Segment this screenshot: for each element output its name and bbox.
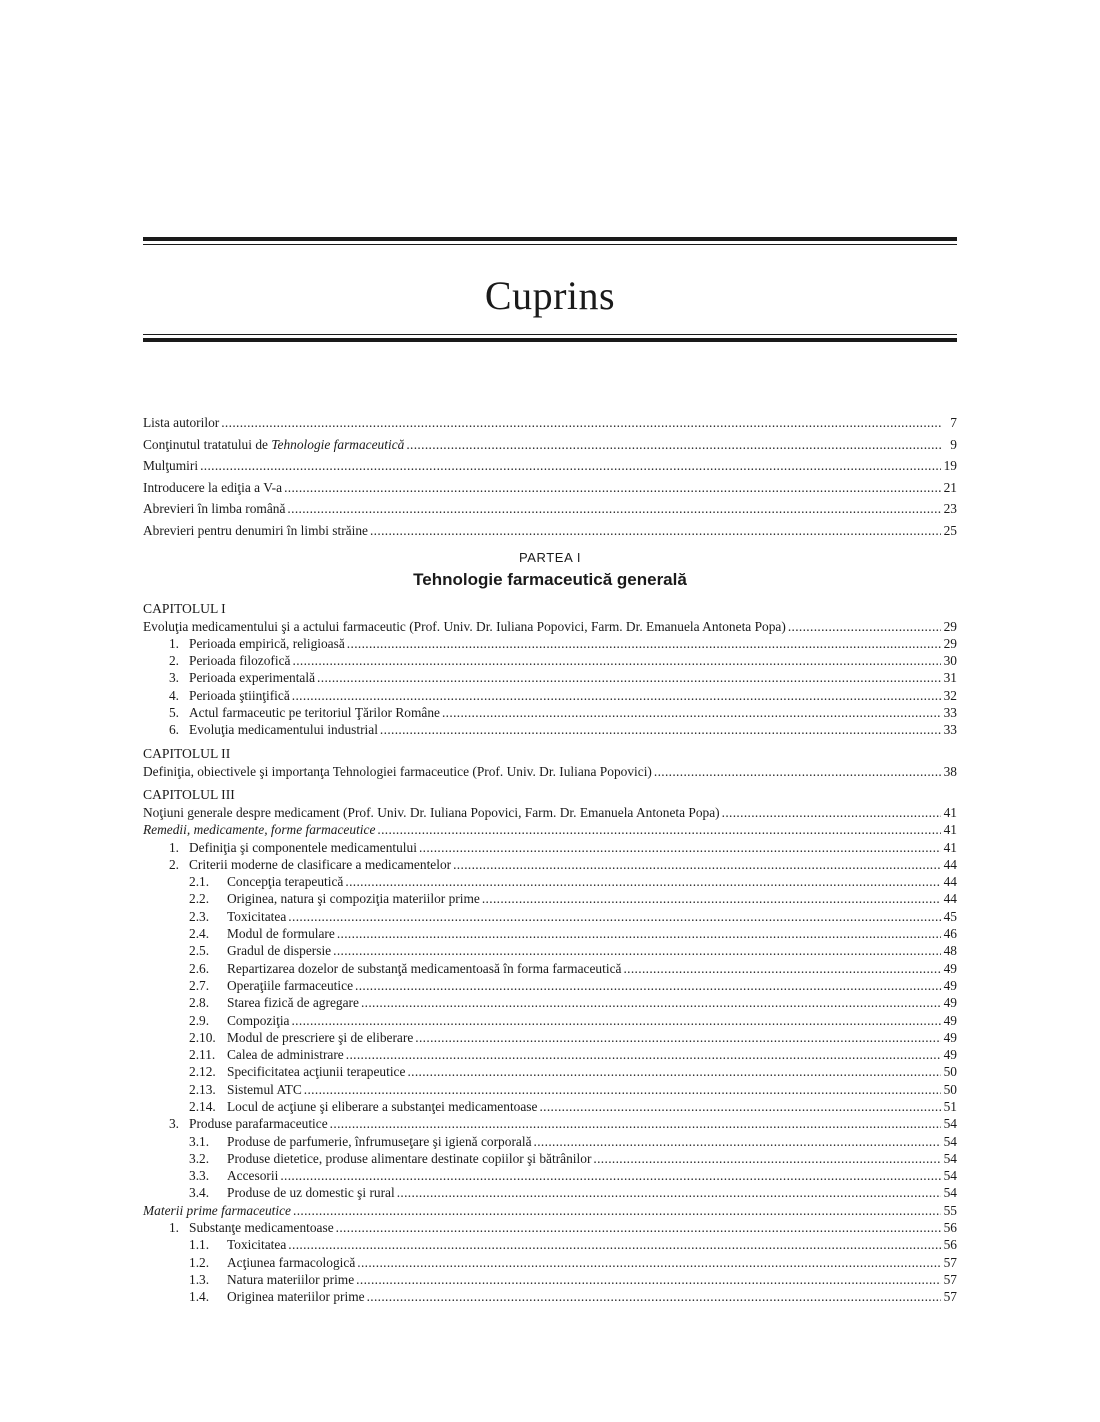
dot-leader: [593, 1150, 941, 1167]
toc-entry: [143, 856, 957, 873]
toc-entry: [143, 1012, 957, 1029]
toc-entry: [143, 839, 957, 856]
dot-leader: [357, 1254, 941, 1271]
toc-entry-label: Abrevieri pentru denumiri în limbi străine: [143, 522, 368, 538]
dot-leader: [345, 873, 941, 890]
chapter-label: CAPITOLUL I: [143, 600, 226, 616]
toc-entry-page: 56: [943, 1220, 957, 1236]
toc-entry-label: Produse parafarmaceutice: [189, 1116, 328, 1132]
dot-leader: [534, 1133, 941, 1150]
toc-entry-label: Perioada ştiinţifică: [189, 687, 290, 703]
toc-entry: [143, 925, 957, 942]
chapter-label: CAPITOLUL III: [143, 786, 235, 802]
toc-entry: [143, 1184, 957, 1201]
entry-number: 2.14.: [189, 1098, 216, 1114]
dot-leader: [284, 477, 941, 499]
dot-leader: [654, 763, 941, 780]
toc-entry-page: 21: [943, 479, 957, 495]
toc-entry-page: 54: [943, 1185, 957, 1201]
dot-leader: [347, 635, 941, 652]
toc-entry-label: Originea, natura şi compoziţia materiilor prime: [227, 891, 480, 907]
toc-entry-page: 41: [943, 839, 957, 855]
page-title: Cuprins: [484, 273, 616, 318]
toc-entry-page: 54: [943, 1150, 957, 1166]
toc-entry-page: 54: [943, 1133, 957, 1149]
toc-entry: [143, 1046, 957, 1063]
toc-entry: [143, 1236, 957, 1253]
dot-leader: [293, 652, 942, 669]
dot-leader: [280, 1167, 941, 1184]
toc-entry: [143, 1115, 957, 1132]
toc-entry-label: Perioada experimentală: [189, 670, 316, 686]
toc-entry-page: 50: [943, 1064, 957, 1080]
toc-entry-page: 32: [943, 687, 957, 703]
section-title: Remedii, medicamente, forme farmaceutice: [143, 822, 376, 838]
toc-entry: [143, 977, 957, 994]
toc-entry: [143, 477, 957, 499]
entry-number: 1.4.: [189, 1289, 210, 1305]
toc-entry-page: 49: [943, 1029, 957, 1045]
toc-entry-page: 33: [943, 722, 957, 738]
dot-leader: [361, 994, 941, 1011]
entry-number: 5.: [168, 705, 179, 721]
dot-leader: [346, 1046, 941, 1063]
toc-entry-page: 25: [943, 522, 957, 538]
section-title: Materii prime farmaceutice: [143, 1202, 292, 1218]
dot-leader: [200, 455, 941, 477]
toc-entry: [143, 1029, 957, 1046]
toc-entry-page: 49: [943, 977, 957, 993]
entry-number: 2.3.: [189, 908, 210, 924]
dot-leader: [482, 890, 941, 907]
toc-entry-label: Definiţia şi componentele medicamentului: [189, 839, 417, 855]
toc-entry-page: 30: [943, 653, 957, 669]
entry-number: 2.1.: [189, 874, 210, 890]
dot-leader: [291, 1012, 941, 1029]
dot-leader: [370, 520, 941, 542]
entry-number: 3.: [168, 670, 179, 686]
toc-entry: [143, 1167, 957, 1184]
toc-entry-page: 7: [950, 415, 957, 430]
dot-leader: [221, 412, 941, 434]
toc-entry: [143, 455, 957, 477]
entry-number: 1.1.: [189, 1237, 210, 1253]
dot-leader: [419, 839, 941, 856]
dot-leader: [415, 1029, 941, 1046]
toc-entry-label: Produse dietetice, produse alimentare destinate copiilor şi bătrânilor: [227, 1150, 592, 1166]
toc-entry: [143, 1288, 957, 1305]
toc-entry: [143, 652, 957, 669]
entry-number: 2.5.: [189, 943, 210, 959]
toc-entry-page: 46: [943, 926, 957, 942]
toc-entry: [143, 1271, 957, 1288]
chapter-label: CAPITOLUL II: [143, 745, 231, 761]
dot-leader: [288, 908, 941, 925]
toc-entry-label: Modul de prescriere şi de eliberare: [227, 1029, 414, 1045]
toc-entry-page: 57: [943, 1289, 957, 1305]
chapter-title-entry: [143, 763, 957, 780]
toc-entry: [143, 873, 957, 890]
dot-leader: [407, 1063, 941, 1080]
table-of-contents: [143, 412, 957, 1306]
toc-entry-page: 51: [943, 1098, 957, 1114]
toc-entry-label: Natura materiilor prime: [227, 1271, 355, 1287]
entry-number: 1.: [168, 635, 179, 651]
entry-number: 2.13.: [189, 1081, 216, 1097]
toc-entry-page: 49: [943, 995, 957, 1011]
toc-entry: [143, 960, 957, 977]
toc-entry-label: Gradul de dispersie: [227, 943, 332, 959]
bottom-double-rule: [143, 334, 957, 342]
entry-number: 2.6.: [189, 960, 210, 976]
toc-entry: [143, 498, 957, 520]
toc-entry-page: 50: [943, 1081, 957, 1097]
entry-number: 2.4.: [189, 926, 210, 942]
toc-entry: [143, 1219, 957, 1236]
dot-leader: [377, 821, 941, 838]
dot-leader: [330, 1115, 941, 1132]
toc-entry-label: Perioada empirică, religioasă: [189, 635, 345, 651]
entry-number: 4.: [168, 687, 179, 703]
toc-entry-page: 45: [943, 908, 957, 924]
toc-entry-page: 41: [943, 822, 957, 838]
toc-entry-page: 49: [943, 1012, 957, 1028]
toc-entry-label: Locul de acţiune şi eliberare a substanţei medicamentoase: [227, 1098, 538, 1114]
toc-entry-page: 44: [943, 874, 957, 890]
toc-entry-label: Sistemul ATC: [227, 1081, 302, 1097]
toc-entry-page: 44: [943, 891, 957, 907]
toc-entry-label: Specificitatea acţiunii terapeutice: [227, 1064, 406, 1080]
toc-entry: [143, 1133, 957, 1150]
entry-number: 2.2.: [189, 891, 210, 907]
entry-number: 3.3.: [189, 1168, 210, 1184]
dot-leader: [355, 977, 941, 994]
toc-entry-page: 29: [943, 635, 957, 651]
dot-leader: [539, 1098, 941, 1115]
toc-entry-page: 54: [943, 1116, 957, 1132]
dot-leader: [380, 721, 941, 738]
toc-entry-label: Introducere la ediţia a V-a: [143, 479, 283, 495]
dot-leader: [293, 1202, 941, 1219]
entry-number: 1.3.: [189, 1271, 210, 1287]
entry-number: 2.: [168, 653, 179, 669]
dot-leader: [333, 942, 941, 959]
toc-entry-label: Mulţumiri: [143, 458, 199, 474]
toc-entry: [143, 721, 957, 738]
toc-entry-label: Conţinutul tratatului de Tehnologie farmaceutică: [143, 436, 405, 452]
chapter-title: Noţiuni generale despre medicament (Prof. Univ. Dr. Iuliana Popovici, Farm. Dr. Emanuela Antoneta Popa): [143, 804, 720, 820]
toc-entry-label: Toxicitatea: [227, 1237, 287, 1253]
toc-entry-page: 57: [943, 1254, 957, 1270]
chapter-title: Evoluţia medicamentului şi a actului farmaceutic (Prof. Univ. Dr. Iuliana Popovici, Farm. Dr. Emanuela Antoneta Popa): [143, 618, 786, 634]
toc-entry-label: Originea materiilor prime: [227, 1289, 365, 1305]
toc-entry-label: Abrevieri în limba română: [143, 501, 286, 517]
dot-leader: [287, 498, 941, 520]
toc-entry-page: 29: [943, 618, 957, 634]
part-label: PARTEA I: [518, 549, 582, 565]
toc-entry-label: Starea fizică de agregare: [227, 995, 359, 1011]
toc-entry: [143, 1150, 957, 1167]
entry-number: 1.: [168, 839, 179, 855]
toc-entry-label: Evoluţia medicamentului industrial: [189, 722, 378, 738]
dot-leader: [356, 1271, 941, 1288]
toc-entry-page: 55: [943, 1202, 957, 1218]
toc-entry-label: Compoziţia: [227, 1012, 290, 1028]
entry-number: 1.: [168, 1220, 179, 1236]
entry-number: 2.7.: [189, 977, 210, 993]
toc-entry: [143, 635, 957, 652]
entry-number: 2.11.: [189, 1047, 216, 1063]
toc-entry: [143, 412, 957, 434]
toc-entry: [143, 434, 957, 456]
toc-entry-label: Perioada filozofică: [189, 653, 291, 669]
dot-leader: [336, 1219, 941, 1236]
dot-leader: [453, 856, 941, 873]
toc-entry: [143, 687, 957, 704]
toc-entry-label: Substanţe medicamentoase: [189, 1220, 334, 1236]
top-double-rule: [143, 237, 957, 245]
toc-entry-page: 19: [943, 458, 957, 474]
entry-number: 2.9.: [189, 1012, 210, 1028]
entry-number: 3.1.: [189, 1133, 210, 1149]
entry-number: 2.12.: [189, 1064, 216, 1080]
toc-entry-page: 48: [943, 943, 957, 959]
toc-entry-label: Concepţia terapeutică: [227, 874, 344, 890]
toc-entry: [143, 1098, 957, 1115]
toc-entry-label: Criterii moderne de clasificare a medicamentelor: [189, 856, 452, 872]
toc-entry-page: 49: [943, 960, 957, 976]
toc-entry-page: 49: [943, 1047, 957, 1063]
toc-entry-label: Acţiunea farmacologică: [227, 1254, 356, 1270]
part-title: Tehnologie farmaceutică generală: [413, 569, 687, 589]
toc-entry-page: 57: [943, 1271, 957, 1287]
toc-entry: [143, 942, 957, 959]
toc-entry: [143, 669, 957, 686]
dot-leader: [406, 434, 941, 456]
toc-entry-page: 31: [943, 670, 957, 686]
section-entry: [143, 821, 957, 838]
toc-entry-page: 23: [943, 501, 957, 517]
entry-number: 2.: [168, 856, 179, 872]
toc-entry-page: 33: [943, 705, 957, 721]
dot-leader: [367, 1288, 941, 1305]
toc-entry-label: Calea de administrare: [227, 1047, 344, 1063]
entry-number: 3.: [168, 1116, 179, 1132]
entry-number: 3.2.: [189, 1150, 210, 1166]
toc-entry-label: Repartizarea dozelor de substanţă medicamentoasă în forma farmaceutică: [227, 960, 622, 976]
toc-entry: [143, 890, 957, 907]
toc-entry-page: 38: [943, 763, 957, 779]
dot-leader: [722, 804, 941, 821]
section-entry: [143, 1202, 957, 1219]
toc-entry-page: 56: [943, 1237, 957, 1253]
toc-entry: [143, 704, 957, 721]
toc-entry: [143, 908, 957, 925]
entry-number: 2.10.: [189, 1029, 216, 1045]
toc-entry-label: Produse de parfumerie, înfrumuseţare şi igienă corporală: [227, 1133, 532, 1149]
toc-entry-label: Produse de uz domestic şi rural: [227, 1185, 395, 1201]
dot-leader: [304, 1081, 941, 1098]
dot-leader: [788, 618, 941, 635]
toc-entry-label: Actul farmaceutic pe teritoriul Ţărilor Române: [189, 705, 440, 721]
toc-entry-label: Accesorii: [227, 1168, 279, 1184]
entry-number: 3.4.: [189, 1185, 210, 1201]
toc-entry: [143, 1081, 957, 1098]
chapter-title: Definiţia, obiectivele şi importanţa Tehnologiei farmaceutice (Prof. Univ. Dr. Iuliana Popovici): [143, 763, 652, 779]
entry-number: 2.8.: [189, 995, 210, 1011]
dot-leader: [317, 669, 941, 686]
toc-entry: [143, 1063, 957, 1080]
toc-entry: [143, 994, 957, 1011]
entry-number: 1.2.: [189, 1254, 210, 1270]
dot-leader: [397, 1184, 941, 1201]
entry-number: 6.: [168, 722, 179, 738]
dot-leader: [623, 960, 941, 977]
toc-entry-label: Lista autorilor: [143, 415, 220, 430]
dot-leader: [442, 704, 941, 721]
toc-entry-page: 9: [950, 436, 957, 452]
toc-entry-page: 41: [943, 804, 957, 820]
chapter-title-entry: [143, 804, 957, 821]
toc-entry-label: Toxicitatea: [227, 908, 287, 924]
dot-leader: [337, 925, 941, 942]
dot-leader: [292, 687, 941, 704]
dot-leader: [288, 1236, 941, 1253]
toc-entry-page: 44: [943, 856, 957, 872]
toc-entry-label: Operaţiile farmaceutice: [227, 977, 354, 993]
toc-entry-page: 54: [943, 1168, 957, 1184]
toc-entry: [143, 520, 957, 542]
chapter-title-entry: [143, 618, 957, 635]
toc-entry: [143, 1254, 957, 1271]
toc-entry-label: Modul de formulare: [227, 926, 335, 942]
